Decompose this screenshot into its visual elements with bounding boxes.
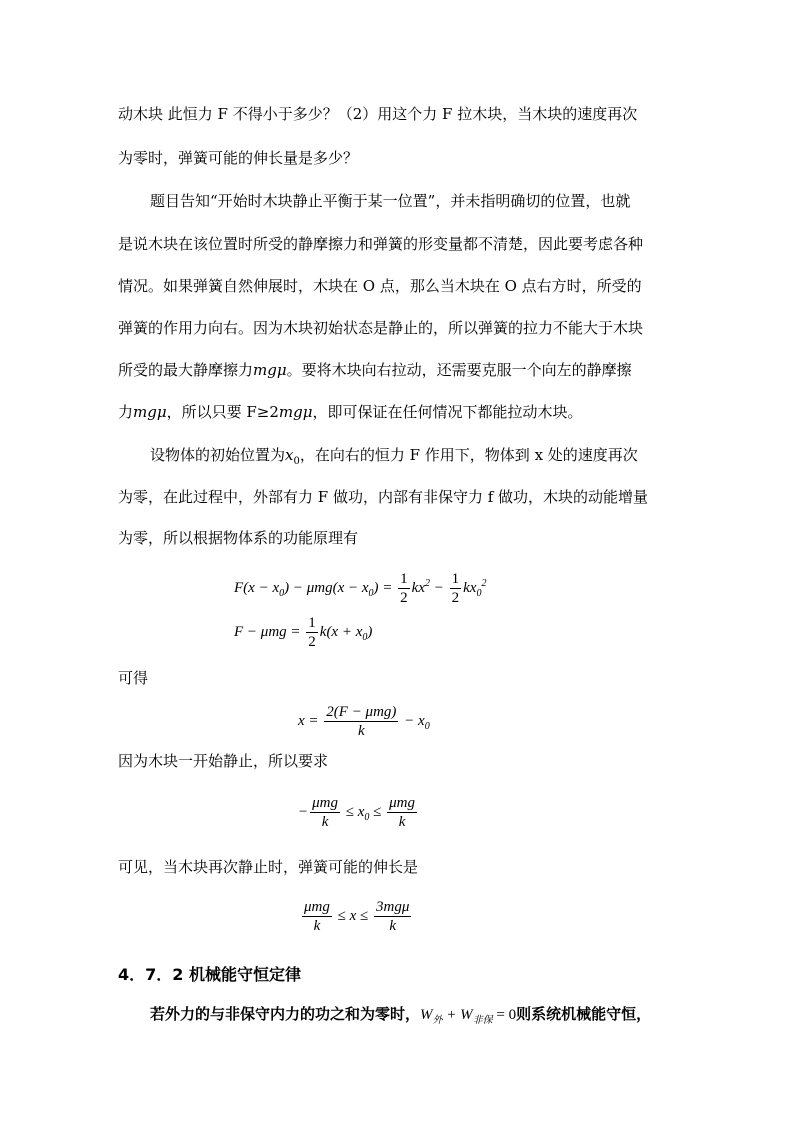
- text-segment: 所受的最大静摩擦力: [118, 361, 254, 379]
- fraction-half: $\frac{1}{2}$: [308, 615, 316, 650]
- text-line: [118, 402, 678, 422]
- fraction: $\frac{\text{μmg}}{k}$: [389, 795, 415, 830]
- text-line: [150, 1004, 710, 1031]
- fraction: $\frac{\text{μmg}}{k}$: [304, 899, 330, 934]
- equation-work-energy: $F(x - x_0) - \mu mg(x - x_0)$ = $\frac{1}{2}$ $kx^2$ − $\frac{1}{2}$ $kx_0^2$: [234, 571, 487, 606]
- text-line: 情况。如果弹簧自然伸展时，木块在 O 点，那么当木块在 O 点右方时，所受的: [118, 277, 642, 295]
- text-line: 可得: [118, 669, 149, 687]
- math-inline: $W_外 + W_{非保} = 0$: [420, 1007, 517, 1026]
- text-line: 为零，在此过程中，外部有力 F 做功，内部有非保守力 f 做功，木块的动能增量: [118, 488, 649, 506]
- fraction: $\frac{\text{3mgμ}}{k}$: [376, 899, 410, 934]
- fraction-half: $\frac{1}{2}$: [400, 571, 408, 606]
- text-segment: ，所以只要 F≥2: [166, 403, 279, 421]
- math-subscript: 0: [293, 456, 300, 467]
- equation-range-x: $\frac{\text{μmg}}{k}$ ≤ x ≤ $\frac{\text{3mgμ}}{k}$: [304, 899, 410, 934]
- text-line: 弹簧的作用力向右。因为木块初始状态是静止的，所以弹簧的拉力不能大于木块: [118, 319, 644, 337]
- equation-x: x = $\frac{\text{2(F − μmg)}}{k}$ − $x_0$: [298, 704, 430, 739]
- math-inline: mgμ: [278, 403, 313, 421]
- text-segment: 若外力的与非保守内力的功之和为零时，: [150, 1005, 421, 1023]
- fraction: $\frac{\text{2(F − μmg)}}{k}$: [326, 704, 397, 739]
- fraction: $\frac{\text{μmg}}{k}$: [312, 795, 338, 830]
- equation-force: F − μmg = $\frac{1}{2}$ $k(x + x_0)$: [234, 615, 373, 650]
- math-inline: mgμ: [253, 361, 287, 379]
- text-segment: 则系统机械能守恒，: [516, 1005, 652, 1023]
- text-segment: ，即可保证在任何情况下都能拉动木块。: [312, 403, 583, 421]
- text-line: 为零，所以根据物体系的功能原理有: [118, 529, 359, 547]
- text-segment: 力: [118, 403, 134, 421]
- text-line: 可见，当木块再次静止时，弹簧可能的伸长是: [118, 858, 419, 876]
- text-segment: 。要将木块向右拉动，还需要克服一个向左的静摩擦: [286, 361, 632, 379]
- text-line: 题目告知“开始时木块静止平衡于某一位置”，并未指明确切的位置，也就: [150, 192, 631, 210]
- section-heading: 4．7．2 机械能守恒定律: [118, 965, 301, 984]
- fraction-half: $\frac{1}{2}$: [451, 571, 460, 606]
- text-segment: 设物体的初始位置为: [150, 446, 286, 464]
- text-line: [118, 360, 678, 380]
- text-line: 动木块 此恒力 F 不得小于多少？（2）用这个力 F 拉木块，当木块的速度再次: [118, 105, 638, 123]
- math-inline: mgμ: [133, 403, 167, 421]
- math-inline: x: [285, 446, 294, 464]
- text-line: [150, 445, 710, 472]
- text-line: 为零时，弹簧可能的伸长量是多少？: [118, 149, 359, 167]
- text-line: 因为木块一开始静止，所以要求: [118, 752, 329, 770]
- text-segment: ，在向右的恒力 F 作用下，物体到 x 处的速度再次: [299, 446, 638, 464]
- text-line: 是说木块在该位置时所受的静摩擦力和弹簧的形变量都不清楚，因此要考虑各种: [118, 235, 644, 253]
- equation-range-x0: − $\frac{\text{μmg}}{k}$ ≤ $x_0$ ≤ $\frac{\text{μmg}}{k}$: [298, 795, 415, 830]
